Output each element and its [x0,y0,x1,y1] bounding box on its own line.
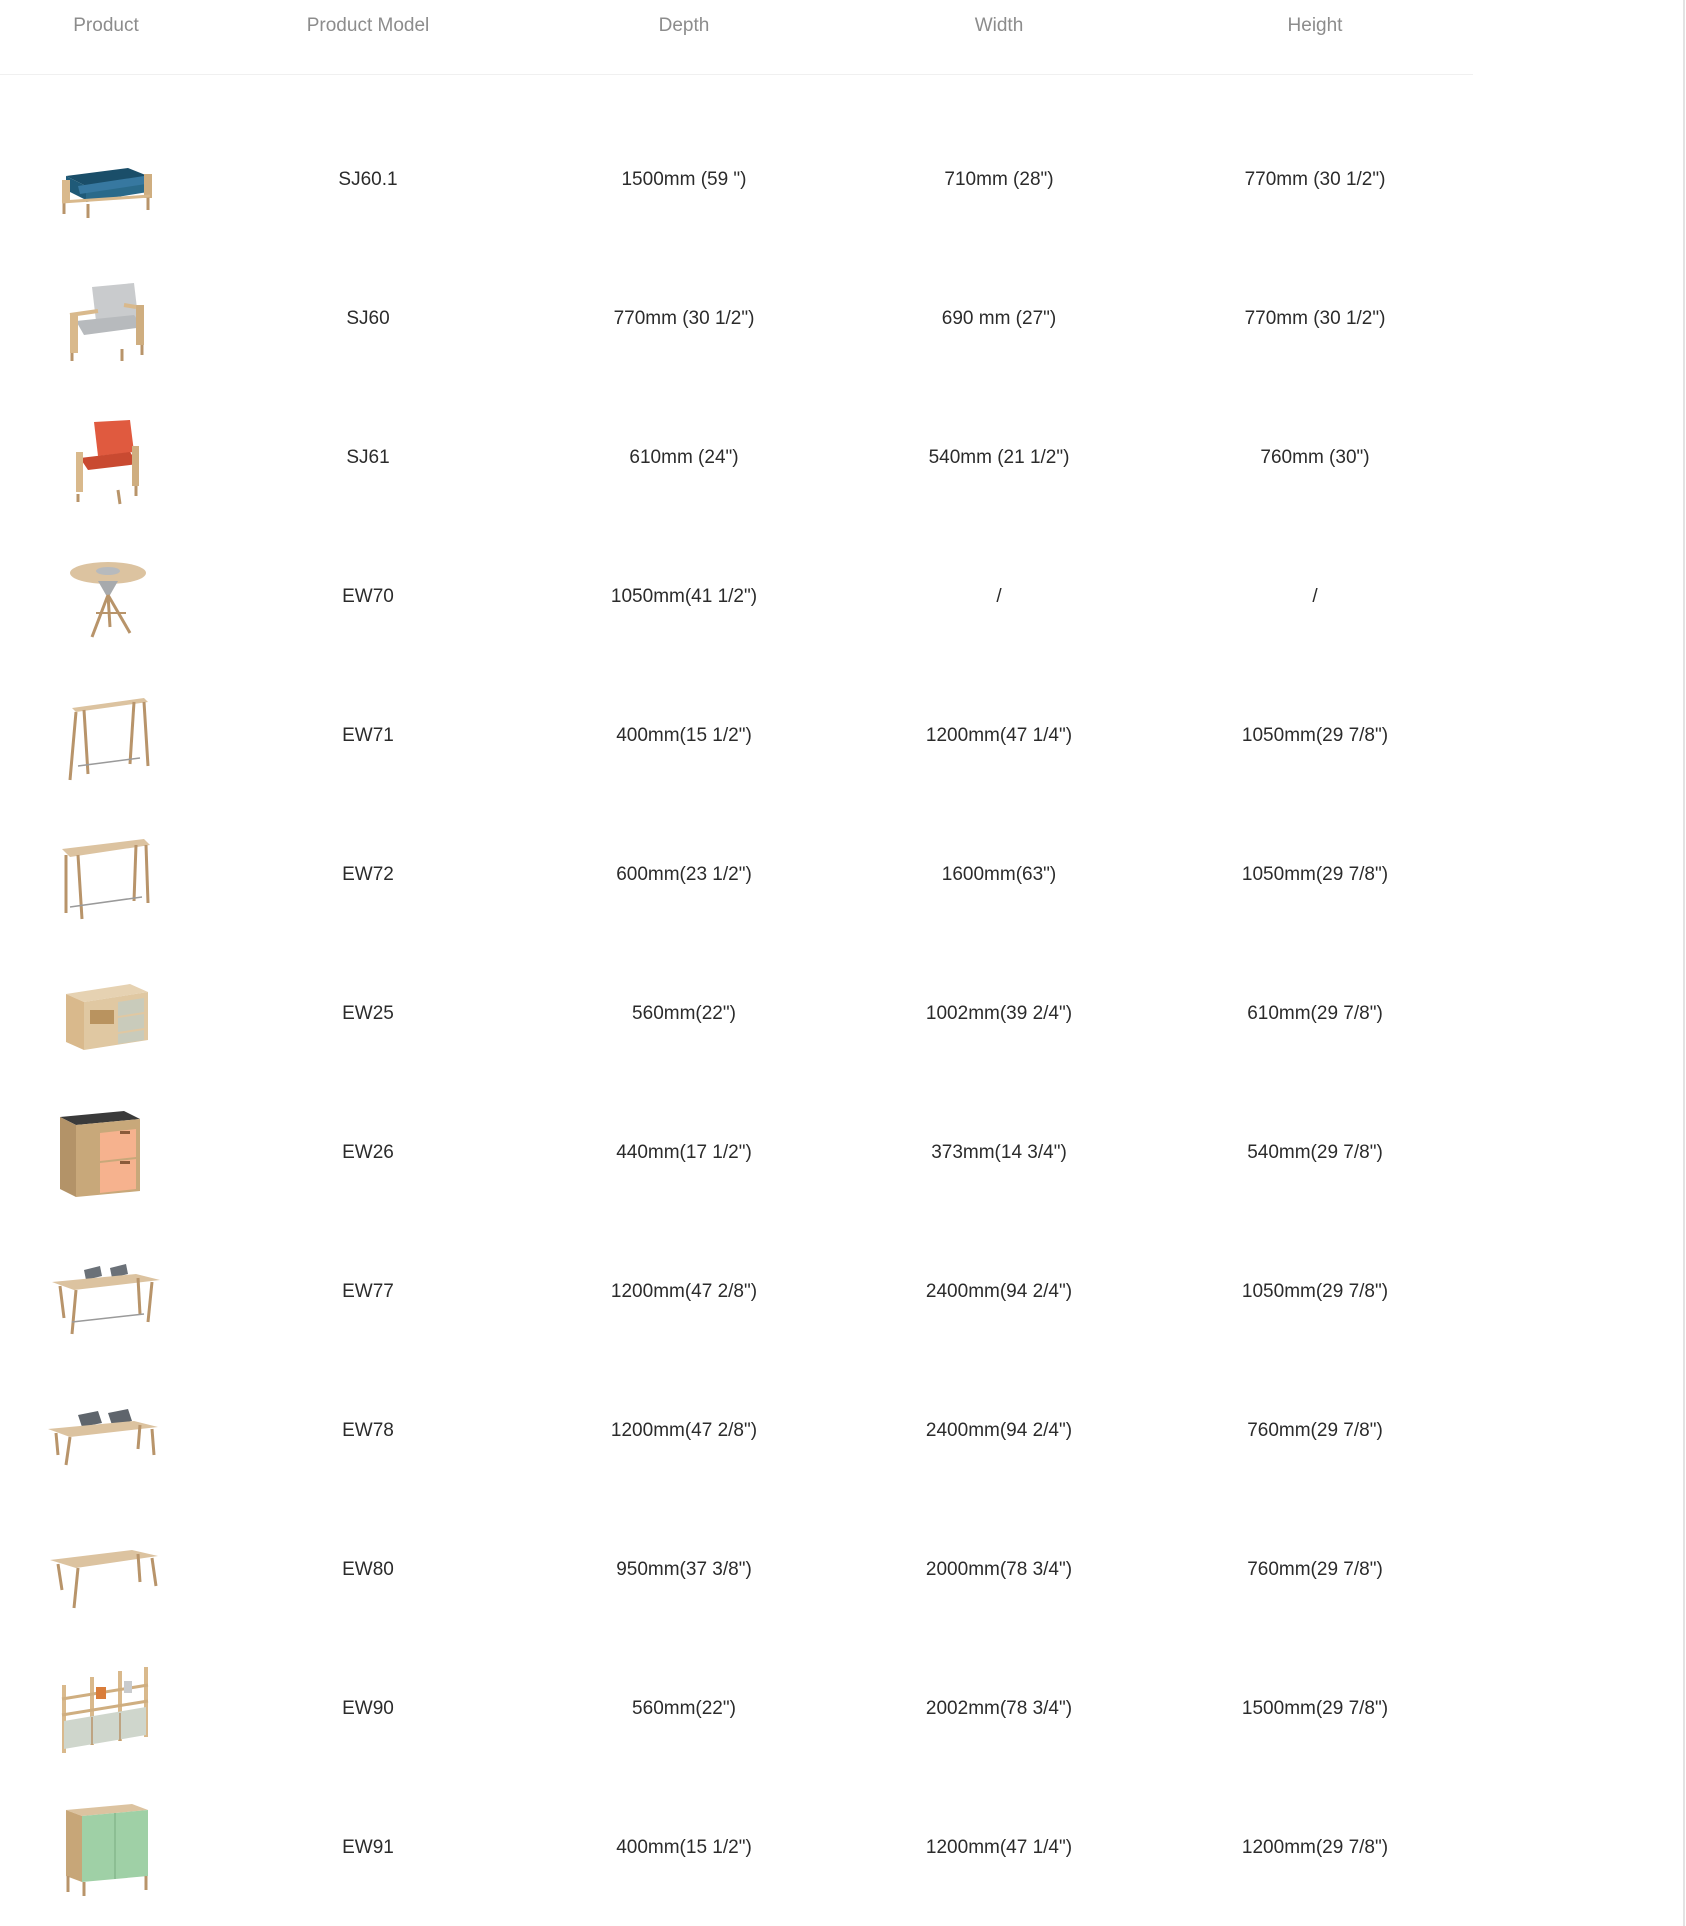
cell-width: 2400mm(94 2/4") [925,1419,1073,1441]
blue-sofa-icon [48,130,164,230]
cell-depth: 770mm (30 1/2") [613,307,755,329]
table-row [0,249,1473,388]
cell-height: 770mm (30 1/2") [1244,168,1386,190]
cell-width: 1200mm(47 1/4") [925,724,1073,746]
cell-height: 1050mm(29 7/8") [1241,1280,1389,1302]
cell-height: 1050mm(29 7/8") [1241,863,1389,885]
cell-depth: 560mm(22") [632,1002,736,1024]
cell-model: EW90 [342,1697,394,1719]
cell-depth: 440mm(17 1/2") [616,1141,752,1163]
green-cabinet-icon [48,1798,164,1898]
red-armchair-icon [48,408,164,508]
cell-model: SJ60.1 [338,168,398,190]
table-row [0,1361,1473,1500]
cell-width: / [996,585,1002,607]
header-product: Product [73,15,139,36]
table-row [0,666,1473,805]
pedestal-icon [48,1103,164,1203]
cell-depth: 400mm(15 1/2") [616,724,752,746]
cell-width: 710mm (28") [944,168,1054,190]
table-row [0,1083,1473,1222]
cell-height: 770mm (30 1/2") [1244,307,1386,329]
header-width: Width [974,15,1024,36]
cell-depth: 610mm (24") [629,446,739,468]
table-row [0,944,1473,1083]
shelving-unit-icon [48,1659,164,1759]
cell-depth: 1050mm(41 1/2") [610,585,758,607]
cell-model: EW25 [342,1002,394,1024]
cell-height: 610mm(29 7/8") [1247,1002,1383,1024]
table-row [0,805,1473,944]
table-row [0,1778,1473,1917]
cell-depth: 600mm(23 1/2") [616,863,752,885]
high-desk-icon [48,825,164,925]
cell-width: 2000mm(78 3/4") [925,1558,1073,1580]
round-table-icon [48,547,164,647]
cell-model: EW72 [342,863,394,885]
table-row [0,527,1473,666]
table-row [0,1222,1473,1361]
cell-height: 540mm(29 7/8") [1247,1141,1383,1163]
cell-height: 1500mm(29 7/8") [1241,1697,1389,1719]
table-row [0,110,1473,249]
cell-depth: 950mm(37 3/8") [616,1558,752,1580]
cell-model: EW26 [342,1141,394,1163]
cell-depth: 560mm(22") [632,1697,736,1719]
cell-height: 1050mm(29 7/8") [1241,724,1389,746]
cell-width: 2400mm(94 2/4") [925,1280,1073,1302]
page-scrollbar[interactable] [1683,0,1685,1926]
table-row [0,388,1473,527]
cell-model: EW70 [342,585,394,607]
cell-model: EW71 [342,724,394,746]
cell-height: 760mm(29 7/8") [1247,1558,1383,1580]
cell-width: 1002mm(39 2/4") [925,1002,1073,1024]
header-depth: Depth [658,15,710,36]
narrow-high-desk-icon [48,686,164,786]
cell-width: 690 mm (27") [941,307,1057,329]
cell-model: EW78 [342,1419,394,1441]
header-product-model: Product Model [306,15,430,36]
cell-model: EW77 [342,1280,394,1302]
cell-height: / [1312,585,1318,607]
table-row [0,1639,1473,1778]
grey-armchair-icon [48,269,164,369]
bench-desk-low-icon [48,1381,164,1481]
cell-width: 1200mm(47 1/4") [925,1836,1073,1858]
low-cabinet-icon [48,964,164,1064]
cell-depth: 400mm(15 1/2") [616,1836,752,1858]
cell-height: 760mm (30") [1260,446,1370,468]
cell-model: EW80 [342,1558,394,1580]
cell-height: 1200mm(29 7/8") [1241,1836,1389,1858]
cell-width: 1600mm(63") [941,863,1057,885]
cell-model: SJ61 [346,446,390,468]
cell-width: 2002mm(78 3/4") [925,1697,1073,1719]
cell-width: 373mm(14 3/4") [931,1141,1067,1163]
header-height: Height [1287,15,1343,36]
cell-height: 760mm(29 7/8") [1247,1419,1383,1441]
bench-desk-high-icon [48,1242,164,1342]
cell-model: EW91 [342,1836,394,1858]
cell-depth: 1200mm(47 2/8") [610,1280,758,1302]
cell-depth: 1200mm(47 2/8") [610,1419,758,1441]
cell-depth: 1500mm (59 ") [621,168,747,190]
table-row [0,1500,1473,1639]
cell-width: 540mm (21 1/2") [928,446,1070,468]
long-table-icon [48,1520,164,1620]
table-header [0,0,1473,75]
cell-model: SJ60 [346,307,390,329]
